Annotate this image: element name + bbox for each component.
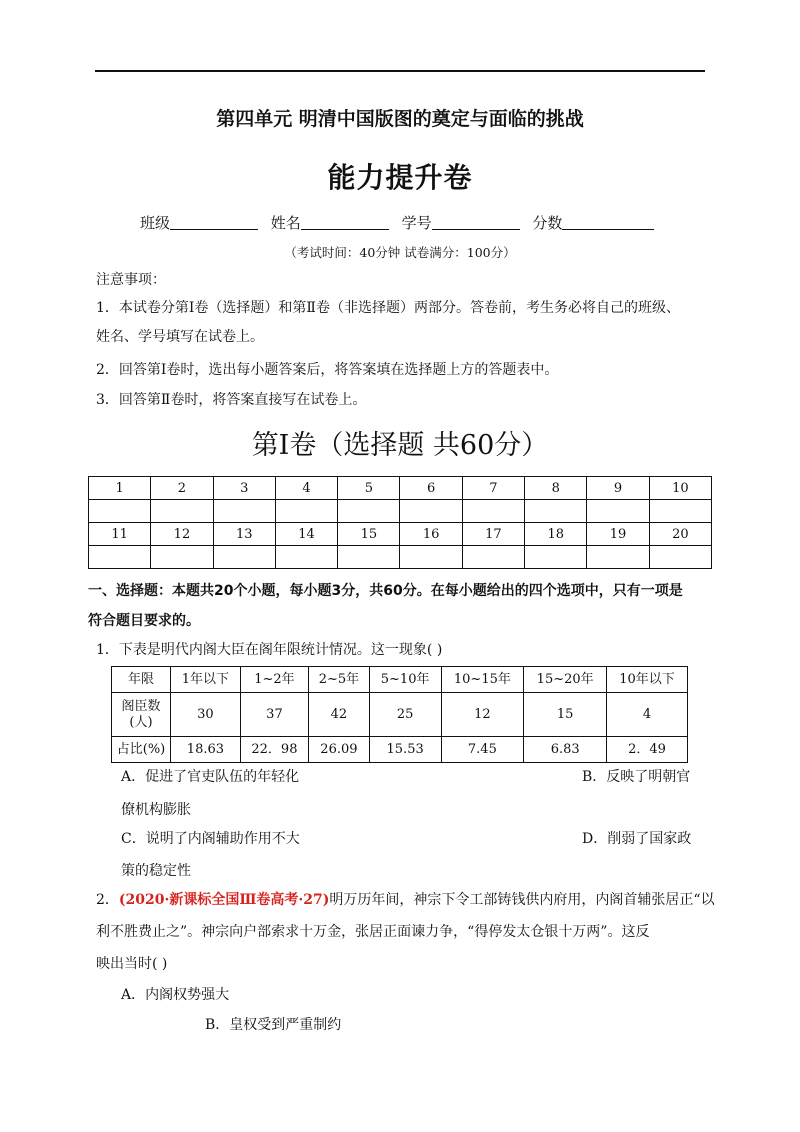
q1-table-cell: 15 [524, 693, 607, 737]
q1-table-row-label: 占比(%) [112, 737, 171, 763]
class-blank[interactable] [170, 215, 258, 230]
q1-table-cell: 12 [441, 693, 524, 737]
q1-table-header: 5~10年 [369, 667, 441, 693]
q1-table-cell: 37 [240, 693, 308, 737]
score-blank[interactable] [562, 215, 654, 230]
answer-number: 16 [400, 523, 462, 546]
answer-cell[interactable] [649, 500, 711, 523]
answer-cell[interactable] [89, 500, 151, 523]
answer-cell[interactable] [525, 500, 587, 523]
answer-cell[interactable] [151, 546, 213, 569]
answer-number: 4 [275, 477, 337, 500]
q2-line3: 映出当时( ) [96, 956, 168, 972]
q2-line2: 利不胜费止之”。神宗向户部索求十万金，张居正面谏力争，“得停发太仓银十万两”。这反 [96, 924, 650, 940]
answer-cell[interactable] [587, 500, 649, 523]
answer-cell[interactable] [151, 500, 213, 523]
exam-time: （考试时间：40分钟 试卷满分：100分） [284, 245, 516, 260]
q2-source: (2020·新课标全国Ⅲ卷高考·27) [118, 892, 330, 908]
q1-table-cell: 22．98 [240, 737, 308, 763]
answer-number: 13 [213, 523, 275, 546]
class-label: 班级 [140, 214, 171, 232]
answer-number: 20 [649, 523, 711, 546]
q1-option-b-cont: 僚机构膨胀 [121, 802, 191, 818]
q1-table-cell: 6.83 [524, 737, 607, 763]
answer-number: 8 [525, 477, 587, 500]
notice-item-2: 2．回答第Ⅰ卷时，选出每小题答案后，将答案填在选择题上方的答题表中。 [96, 362, 559, 378]
q1-option-a: A．促进了官吏队伍的年轻化 [121, 769, 300, 785]
answer-number: 5 [338, 477, 400, 500]
answer-cell[interactable] [587, 546, 649, 569]
answer-row-blanks-1 [89, 500, 712, 523]
q1-option-c: C．说明了内阁辅助作用不大 [121, 831, 300, 847]
answer-cell[interactable] [400, 500, 462, 523]
student-info-row [140, 212, 654, 233]
answer-cell[interactable] [338, 546, 400, 569]
answer-number: 12 [151, 523, 213, 546]
answer-row-blanks-2 [89, 546, 712, 569]
q2-option-a: A．内阁权势强大 [121, 987, 230, 1003]
answer-row-numbers-1 [89, 477, 712, 500]
answer-number: 10 [649, 477, 711, 500]
answer-number: 14 [275, 523, 337, 546]
q1-table-header: 年限 [112, 667, 171, 693]
notice-item-1: 1．本试卷分第Ⅰ卷（选择题）和第Ⅱ卷（非选择题）两部分。答卷前，考生务必将自己的班级、 [96, 300, 680, 316]
q1-table-header: 2~5年 [309, 667, 370, 693]
q1-table-header: 15~20年 [524, 667, 607, 693]
q1-table-header: 10年以下 [607, 667, 688, 693]
q1-table-cell: 7.45 [441, 737, 524, 763]
answer-cell[interactable] [649, 546, 711, 569]
notice-item-3: 3．回答第Ⅱ卷时，将答案直接写在试卷上。 [96, 392, 367, 408]
q1-table-cell: 42 [309, 693, 370, 737]
q1-table-cell: 26.09 [309, 737, 370, 763]
answer-cell[interactable] [213, 546, 275, 569]
q1-table-cell: 2．49 [607, 737, 688, 763]
answer-cell[interactable] [213, 500, 275, 523]
q1-option-b: B．反映了明朝官 [582, 769, 691, 785]
answer-cell[interactable] [400, 546, 462, 569]
answer-number: 17 [462, 523, 524, 546]
q2-number: 2． [96, 892, 119, 908]
unit-title: 第四单元 明清中国版图的奠定与面临的挑战 [216, 108, 584, 130]
answer-number: 1 [89, 477, 151, 500]
score-label: 分数 [532, 214, 563, 232]
q1-table-pct-row [112, 737, 688, 763]
answer-number: 18 [525, 523, 587, 546]
answer-number: 2 [151, 477, 213, 500]
answer-number: 6 [400, 477, 462, 500]
q1-table-cell: 25 [369, 693, 441, 737]
answer-cell[interactable] [275, 546, 337, 569]
q1-option-d-cont: 策的稳定性 [121, 863, 191, 879]
page-title: 能力提升卷 [327, 161, 473, 194]
answer-cell[interactable] [525, 546, 587, 569]
student-id-label: 学号 [401, 214, 432, 232]
q1-table-cell: 18.63 [171, 737, 241, 763]
header-rule [95, 70, 705, 72]
q1-table-header-row [112, 667, 688, 693]
q1-table-header: 1~2年 [240, 667, 308, 693]
answer-table [88, 476, 712, 569]
notice-item-1-cont: 姓名、学号填写在试卷上。 [96, 329, 264, 345]
q1-table-cell: 30 [171, 693, 241, 737]
answer-number: 19 [587, 523, 649, 546]
student-id-blank[interactable] [432, 215, 520, 230]
notice-title: 注意事项： [96, 272, 166, 288]
answer-number: 11 [89, 523, 151, 546]
answer-cell[interactable] [338, 500, 400, 523]
name-label: 姓名 [270, 214, 301, 232]
q1-table-cell: 4 [607, 693, 688, 737]
q1-table-header: 10~15年 [441, 667, 524, 693]
answer-number: 9 [587, 477, 649, 500]
answer-row-numbers-2 [89, 523, 712, 546]
q1-table-cell: 15.53 [369, 737, 441, 763]
q1-option-d: D．削弱了国家政 [582, 831, 692, 847]
q2-stem-start: 明万历年间，神宗下令工部铸钱供内府用，内阁首辅张居正“以 [329, 892, 715, 908]
q2-option-b: B．皇权受到严重制约 [205, 1017, 342, 1033]
q1-table-header: 1年以下 [171, 667, 241, 693]
answer-number: 7 [462, 477, 524, 500]
q1-stats-table [111, 666, 688, 763]
answer-cell[interactable] [462, 546, 524, 569]
q1-stem: 1．下表是明代内阁大臣在阁年限统计情况。这一现象( ) [96, 642, 443, 658]
q1-table-count-row [112, 693, 688, 737]
answer-number: 3 [213, 477, 275, 500]
section-title: 第Ⅰ卷（选择题 共60分） [251, 430, 549, 461]
answer-cell[interactable] [462, 500, 524, 523]
q2-line1 [96, 890, 715, 910]
answer-cell[interactable] [89, 546, 151, 569]
section1-instructions: 一、选择题：本题共20个小题，每小题3分，共60分。在每小题给出的四个选项中，只有一项是 [88, 583, 683, 599]
answer-number: 15 [338, 523, 400, 546]
q1-table-row-label: 阁臣数(人) [112, 693, 171, 737]
answer-cell[interactable] [275, 500, 337, 523]
name-blank[interactable] [301, 215, 389, 230]
section1-instructions-cont: 符合题目要求的。 [88, 613, 200, 629]
